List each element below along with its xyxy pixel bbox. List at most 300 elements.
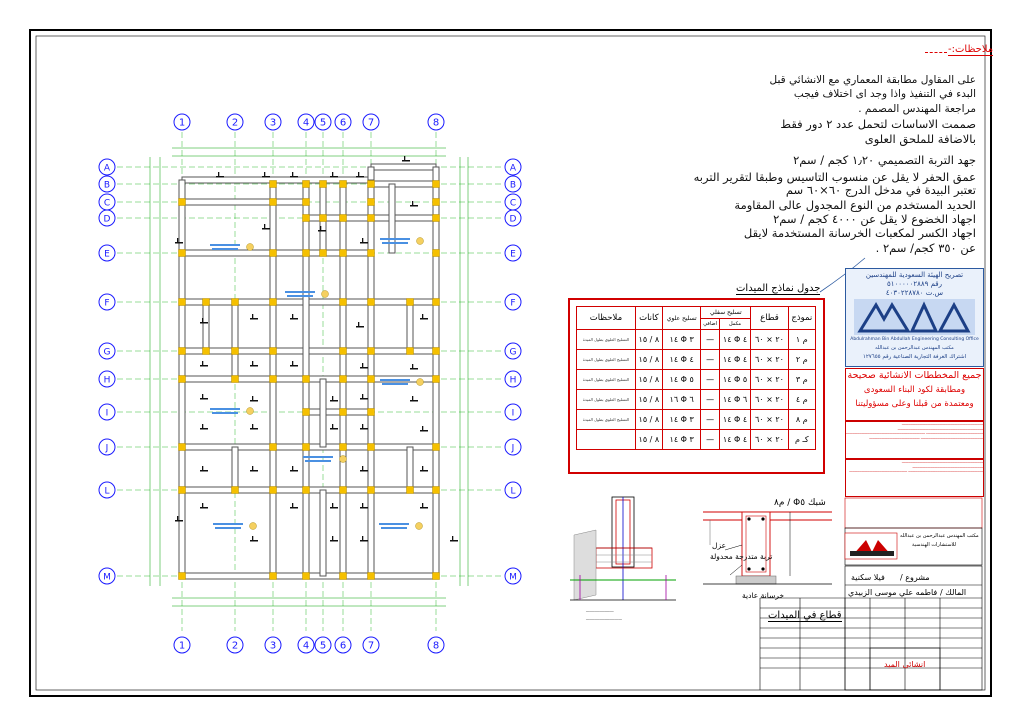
column-footing (433, 215, 440, 222)
grid-label: L (510, 486, 516, 497)
beam-tag (362, 394, 363, 398)
beam-tag (202, 318, 203, 322)
beam-tag (200, 398, 208, 400)
grid-label: 5 (319, 117, 327, 129)
cell-remarks: التسليح العلوي بطول الميدة (577, 410, 636, 430)
grade-beam (320, 490, 326, 576)
slab-note (215, 527, 241, 529)
column-detail (570, 497, 676, 621)
beam-tag (422, 466, 423, 470)
grid-label: 8 (432, 117, 440, 129)
office-logo-icon (854, 299, 975, 335)
cell-top: ٦ Φ ١٦ (662, 390, 701, 410)
cell-bottom: ٤ Φ ١٤ (719, 330, 751, 350)
rebar-label: شبك Φ٥ / م٨ (774, 498, 826, 508)
grid-label: 4 (302, 640, 310, 652)
beam-tag (202, 466, 203, 470)
beam-tag (252, 361, 253, 365)
column-footing (407, 348, 414, 355)
beam-tag (450, 540, 458, 542)
slab-note (379, 523, 409, 525)
column-footing (270, 444, 277, 451)
foundation-plan (99, 114, 521, 653)
cell-type: كـ م (788, 430, 815, 450)
cell-section: ٢٠ × ٦٠ (751, 370, 788, 390)
beam-tag (290, 470, 298, 472)
grid-label: D (509, 214, 517, 225)
slab-note (380, 238, 410, 240)
beam-tag (410, 205, 418, 207)
cell-section: ٢٠ × ٦٠ (751, 390, 788, 410)
column-footing (270, 348, 277, 355)
beam-tag (264, 224, 265, 228)
beam-tag (420, 318, 428, 320)
beam-tag (356, 176, 364, 178)
section-title: قطاع في الميدات (768, 610, 842, 621)
beam-tag (250, 365, 258, 367)
cell-bottom: ٦ Φ ١٤ (719, 390, 751, 410)
beam-tag (252, 536, 253, 540)
beam-tag (332, 396, 333, 400)
approval-line: جميع المخططات الانشائية صحيحة (847, 370, 982, 381)
column-footing (232, 487, 239, 494)
beam-tag (290, 176, 298, 178)
column-footing (179, 250, 186, 257)
cell-type: م ٢ (788, 350, 815, 370)
grid-label: H (509, 375, 517, 386)
cell-type: م ٤ (788, 390, 815, 410)
col-type: نموذج (788, 307, 815, 330)
beam-tag (360, 470, 368, 472)
cell-top: ٣ Φ ١٤ (662, 330, 701, 350)
grid-label: C (103, 198, 111, 209)
grid-label: G (103, 347, 111, 358)
column-footing (303, 181, 310, 188)
column-footing (232, 376, 239, 383)
cell-top: ٣ Φ ١٤ (662, 430, 701, 450)
column-footing (433, 250, 440, 257)
column-footing (340, 215, 347, 222)
beam-tag (252, 396, 253, 400)
grid-label: B (103, 180, 111, 191)
slab-note (210, 244, 240, 246)
grade-beam (232, 302, 238, 379)
beam-tag (412, 201, 413, 205)
beam-tag (404, 156, 405, 160)
beam-tag (362, 466, 363, 470)
beam-tag (362, 424, 363, 428)
beam-tag (330, 428, 338, 430)
grid-label: 8 (432, 640, 440, 652)
grid-label: 4 (302, 117, 310, 129)
stamp-chamber: اشتراك الغرفة التجارية الصناعية رقم ١٢٧٦٥٥ (862, 354, 967, 360)
column-footing (303, 250, 310, 257)
cell-remarks: التسليح العلوي بطول الميدة (577, 350, 636, 370)
grid-label: 3 (269, 640, 277, 652)
beam-tag (262, 228, 270, 230)
beam-tag (200, 470, 208, 472)
cell-remarks (577, 430, 636, 450)
stamp-office-en: Abdulrahman Bin Abdullah Engineering Consulting Office (850, 337, 979, 342)
cell-stirrups: ٨ / ١٥ (635, 410, 662, 430)
beam-tag (200, 365, 208, 367)
beam-tag (177, 516, 178, 520)
schedule-row (577, 370, 816, 390)
project-label: مشروع / (900, 573, 930, 582)
column-footing (340, 250, 347, 257)
beam-tag (330, 540, 338, 542)
col-bottom-cont: مكمل (719, 318, 751, 330)
beam-tag (332, 503, 333, 507)
beam-tag (356, 326, 364, 328)
grade-beam (407, 302, 413, 351)
column-footing (340, 487, 347, 494)
beam-tag (420, 430, 428, 432)
cell-type: م ٨ (788, 410, 815, 430)
office-sub: للاستشارات الهندسية (912, 542, 957, 548)
column-footing (407, 487, 414, 494)
beam-tag (360, 540, 368, 542)
slab-marker (340, 456, 347, 463)
beam-tag (320, 226, 321, 230)
column-footing (433, 199, 440, 206)
grid-label: 1 (178, 117, 186, 129)
grid-label: 3 (269, 117, 277, 129)
column-footing (368, 181, 375, 188)
column-footing (303, 409, 310, 416)
column-footing (179, 487, 186, 494)
column-footing (303, 573, 310, 580)
beam-tag (250, 470, 258, 472)
beam-tag (216, 176, 224, 178)
col-bottom-extra: اضافي (701, 318, 719, 330)
column-footing (320, 250, 327, 257)
beam-tag (202, 503, 203, 507)
grade-beam (203, 302, 209, 351)
column-footing (368, 573, 375, 580)
column-footing (433, 487, 440, 494)
cell-top: ٤ Φ ١٤ (662, 350, 701, 370)
svg-text:ــــــــــــــــــــــــــــــ: ـــــــــــــــــــــــــــــــــــ (586, 617, 622, 621)
beam-tag (290, 507, 298, 509)
fine-print-box: ـــــــــــــــــــــــــــــــــــــــــــــــــــــــــــــــــــــــــــــ ـــــــــــــــــــــــــــــــــــــــــــــــــــــــــــــــــــــــــــــــــ ــــــــــــــــــــــــــــــــــــــــــــــــــــــ ـــــــــــــــــــــــــــــــــــــــــــــــــــــــــــــــــــــــــــ ـــــــــــــــــــــــــــــــــــــــــــــــــــــــــــ ــــــــــــــــــــــــــــــــــــــــــــــــ (845, 421, 984, 459)
column-footing (179, 199, 186, 206)
grade-beam (182, 199, 306, 205)
cell-stirrups: ٨ / ١٥ (635, 330, 662, 350)
column-footing (320, 215, 327, 222)
cell-section: ٢٠ × ٦٠ (751, 330, 788, 350)
slab-note (212, 248, 238, 250)
column-footing (179, 573, 186, 580)
column-footing (368, 199, 375, 206)
slab-marker (322, 291, 329, 298)
cell-stirrups: ٨ / ١٥ (635, 390, 662, 410)
note-line: الحديد المستخدم من النوع المجدول عالى المقاومة (734, 198, 976, 212)
svg-text:ـــــــــــــــــــــــــــ: ـــــــــــــــــــــــــــ (586, 609, 614, 613)
column-footing (340, 573, 347, 580)
beam-tag (292, 503, 293, 507)
col-section: قطاع (751, 307, 788, 330)
beam-tag (402, 160, 410, 162)
column-footing (203, 348, 210, 355)
column-footing (270, 487, 277, 494)
slab-marker (417, 379, 424, 386)
note-line: البدء في التنفيذ واذا وجد اى اختلاف فيجب (793, 88, 976, 100)
column-footing (368, 215, 375, 222)
beam-tag (292, 466, 293, 470)
beam-tag (318, 230, 326, 232)
beam-tag (420, 470, 428, 472)
cell-type: م ١ (788, 330, 815, 350)
grid-label: A (509, 163, 517, 174)
cell-bottom: ٤ Φ ١٤ (719, 410, 751, 430)
beam-schedule (568, 298, 825, 474)
beam-tag (422, 426, 423, 430)
beam-tag (250, 400, 258, 402)
stamp-line: س.ت ٤٠٣٠٢٢٨٧٨٠ (885, 289, 944, 297)
grid-label: F (510, 298, 516, 309)
column-footing (340, 181, 347, 188)
note-line: عمق الحفر لا يقل عن منسوب التاسيس وطبقا لتقرير التربه (693, 170, 976, 184)
slab-marker (247, 408, 254, 415)
grid-label: J (105, 443, 109, 454)
owner-label: المالك / (940, 588, 967, 597)
beam-tag (360, 428, 368, 430)
column-footing (303, 487, 310, 494)
beam-tag (452, 536, 453, 540)
note-line: صممت الاساسات لتحمل عدد ٢ دور فقط (780, 117, 976, 131)
grade-beam (371, 181, 436, 187)
beam-tag (250, 318, 258, 320)
note-line: عن ٣٥٠ كجم/ سم٢ . (875, 241, 976, 255)
beam-tag (332, 172, 333, 176)
column-footing (303, 376, 310, 383)
column-footing (270, 376, 277, 383)
grid-label: 6 (339, 117, 347, 129)
beam-tag (290, 318, 298, 320)
grid-label: M (103, 572, 111, 583)
project-value: فيلا سكنية (851, 573, 885, 582)
beam-tag (360, 507, 368, 509)
col-bottom: تسليح سفلي (701, 307, 751, 319)
cell-extra: — (701, 430, 719, 450)
schedule-row (577, 350, 816, 370)
col-remarks: ملاحظات (577, 307, 636, 330)
column-footing (320, 181, 327, 188)
office-name: مكتب المهندس عبدالرحمن بن عبدالله (900, 533, 979, 539)
beam-tag (292, 314, 293, 318)
grid-label: 7 (367, 640, 375, 652)
grade-beam (320, 379, 326, 447)
stamp-line: تصريح الهيئة السعودية للمهندسين (865, 271, 964, 279)
beam-tag (410, 400, 418, 402)
grid-label: J (511, 443, 515, 454)
column-footing (340, 348, 347, 355)
column-footing (340, 376, 347, 383)
beam-tag (412, 364, 413, 368)
beam-tag (330, 400, 338, 402)
column-footing (368, 487, 375, 494)
grid-label: E (104, 249, 110, 260)
grid-label: G (509, 347, 517, 358)
beam-tag (360, 367, 368, 369)
cell-bottom: ٤ Φ ١٤ (719, 430, 751, 450)
note-line: مراجعة المهندس المصمم . (858, 103, 976, 115)
cell-stirrups: ٨ / ١٥ (635, 430, 662, 450)
column-footing (270, 250, 277, 257)
stamp-office-ar: مكتب المهندس عبدالرحمن بن عبدالله (875, 345, 954, 351)
beam-tag (420, 507, 428, 509)
grade-beam (433, 167, 439, 576)
beam-tag (292, 361, 293, 365)
beam-tag (362, 536, 363, 540)
beam-tag (332, 424, 333, 428)
column-footing (433, 181, 440, 188)
column-footing (340, 299, 347, 306)
column-footing (368, 376, 375, 383)
cell-top: ٥ Φ ١٤ (662, 370, 701, 390)
grid-label: E (510, 249, 516, 260)
column-footing (270, 199, 277, 206)
slab-note (213, 523, 243, 525)
column-footing (368, 444, 375, 451)
slab-note (287, 295, 313, 297)
column-footing (179, 299, 186, 306)
grid-label: 6 (339, 640, 347, 652)
column-footing (270, 181, 277, 188)
cell-section: ٢٠ × ٦٠ (751, 350, 788, 370)
grade-beam (371, 164, 436, 170)
cell-extra: — (701, 410, 719, 430)
approval-line: ومطابقة لكود البناء السعودى (863, 385, 966, 395)
cell-extra: — (701, 370, 719, 390)
column-footing (433, 444, 440, 451)
column-footing (368, 299, 375, 306)
grade-beam (407, 447, 413, 490)
cell-extra: — (701, 390, 719, 410)
grid-label: 7 (367, 117, 375, 129)
cell-section: ٢٠ × ٦٠ (751, 410, 788, 430)
slab-note (381, 527, 407, 529)
column-footing (179, 376, 186, 383)
beam-tag (262, 176, 270, 178)
slab-note (380, 379, 410, 381)
beam-tag (358, 322, 359, 326)
note-line: على المقاول مطابقة المعماري مع الانشائي قبل (769, 74, 976, 86)
beam-tag (292, 172, 293, 176)
slab-marker (417, 238, 424, 245)
column-footing (433, 573, 440, 580)
col-stirrups: كانات (635, 307, 662, 330)
beam-tag (202, 361, 203, 365)
cell-bottom: ٤ Φ ١٤ (719, 350, 751, 370)
grid-label: 2 (231, 640, 239, 652)
grade-beam (368, 167, 374, 180)
column-footing (232, 348, 239, 355)
cell-bottom: ٥ Φ ١٤ (719, 370, 751, 390)
beam-tag (412, 396, 413, 400)
grid-label: F (104, 298, 110, 309)
column-footing (433, 348, 440, 355)
beam-tag (422, 314, 423, 318)
grid-label: M (509, 572, 517, 583)
slab-note (382, 242, 408, 244)
beam-tag (202, 424, 203, 428)
column-footing (203, 299, 210, 306)
beam-tag (175, 520, 183, 522)
drawing-name: انشائى الميد (884, 660, 926, 669)
column-footing (303, 215, 310, 222)
beam-tag (252, 466, 253, 470)
fine-print-box: ـــــــــــــــــــــــــــــــــــــــــــــــــــــــــــــــــــــــــــــ ـــــــــــــــــــــــــــــــــــــــــــــــــــــــــــــــــــ ـــــــــــــــــــــــــــــــــــــــــــــــــــــــــــــــــــــــ ـــــــــــــــــــــــــــــــــــــــــــــــــــــــ (845, 459, 984, 497)
beam-tag (362, 363, 363, 367)
cell-remarks: التسليح العلوي بطول الميدة (577, 330, 636, 350)
note-line: تعتبر البيدة في مدخل الدرج ٦٠×٦٠ سم (785, 183, 976, 197)
slab-marker (416, 523, 423, 530)
column-footing (270, 299, 277, 306)
column-footing (270, 573, 277, 580)
column-footing (340, 409, 347, 416)
beam-tag (422, 503, 423, 507)
license-stamp (845, 268, 984, 367)
column-footing (179, 444, 186, 451)
approval-box (845, 368, 984, 421)
grid-label: H (103, 375, 111, 386)
column-footing (407, 299, 414, 306)
grid-label: 1 (178, 640, 186, 652)
grade-beam (306, 409, 371, 415)
cell-type: م ٣ (788, 370, 815, 390)
grid-label: D (103, 214, 111, 225)
beam-tag (200, 322, 208, 324)
slab-note (382, 383, 408, 385)
beam-tag (218, 172, 219, 176)
schedule-row (577, 410, 816, 430)
cell-extra: — (701, 350, 719, 370)
beam-tag (177, 238, 178, 242)
beam-tag (410, 368, 418, 370)
slab-marker (250, 523, 257, 530)
grade-beam (303, 490, 309, 576)
cell-stirrups: ٨ / ١٥ (635, 350, 662, 370)
soil-label: تربة متدرجة محدولة (710, 552, 773, 561)
grade-beam (232, 447, 238, 490)
note-line: جهد التربة التصميمي ١٫٢٠ كجم / سم٢ (793, 153, 976, 167)
beam-tag (360, 398, 368, 400)
cell-section: ٢٠ × ٦٠ (751, 430, 788, 450)
inner-frame (36, 36, 985, 690)
grid-label: C (509, 198, 517, 209)
grid-label: I (511, 408, 515, 419)
slab-note (210, 408, 240, 410)
column-footing (303, 199, 310, 206)
grid-label: 5 (319, 640, 327, 652)
grid-label: I (105, 408, 109, 419)
column-footing (303, 444, 310, 451)
column-footing (368, 409, 375, 416)
beam-tag (358, 172, 359, 176)
column-footing (232, 299, 239, 306)
grid-label: A (103, 163, 111, 174)
beam-tag (200, 507, 208, 509)
column-footing (179, 348, 186, 355)
beam-tag (175, 242, 183, 244)
schedule-row (577, 430, 816, 450)
grid-label: B (509, 180, 517, 191)
column-footing (433, 299, 440, 306)
cell-extra: — (701, 330, 719, 350)
beam-tag (332, 536, 333, 540)
